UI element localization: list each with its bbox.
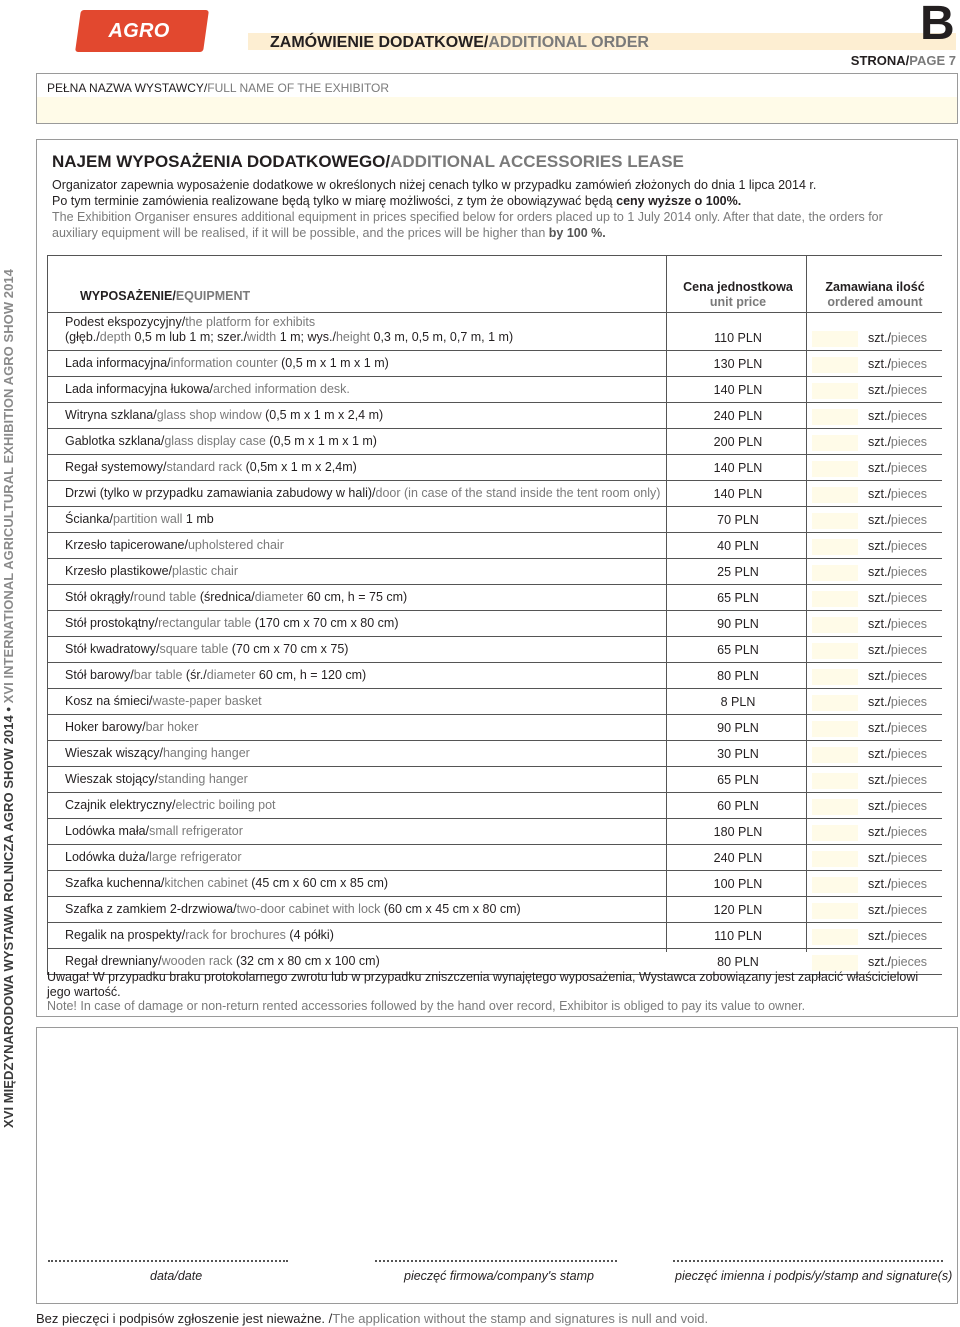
unit-label: szt./pieces bbox=[868, 851, 928, 865]
table-row bbox=[48, 741, 942, 767]
item-description: Stół kwadratowy/square table (70 cm x 70 cm x 75) bbox=[65, 642, 349, 656]
table-row bbox=[48, 611, 942, 637]
quantity-field[interactable] bbox=[812, 539, 858, 555]
quantity-field[interactable] bbox=[812, 851, 858, 867]
item-price: 65 PLN bbox=[717, 773, 759, 787]
damage-note-en: Note! In case of damage or non-return rented accessories followed by the hand over record, Exhibitor is obliged to pay its value to owner. bbox=[47, 999, 806, 1013]
unit-label: szt./pieces bbox=[868, 747, 928, 761]
unit-label: szt./pieces bbox=[868, 409, 928, 423]
item-description: Regał systemowy/standard rack (0,5m x 1 m x 2,4m) bbox=[65, 460, 357, 474]
table-row bbox=[48, 897, 942, 923]
quantity-field[interactable] bbox=[812, 773, 858, 789]
quantity-field[interactable] bbox=[812, 487, 858, 503]
table-header bbox=[48, 256, 942, 313]
quantity-field[interactable] bbox=[812, 643, 858, 659]
quantity-field[interactable] bbox=[812, 409, 858, 425]
table-body bbox=[48, 313, 942, 975]
exhibitor-name-label: PEŁNA NAZWA WYSTAWCY/FULL NAME OF THE EXHIBITOR bbox=[47, 81, 390, 95]
item-price: 240 PLN bbox=[713, 409, 763, 423]
table-row bbox=[48, 845, 942, 871]
unit-label: szt./pieces bbox=[868, 539, 928, 553]
item-description: Ścianka/partition wall 1 mb bbox=[65, 512, 214, 526]
unit-label: szt./pieces bbox=[868, 799, 928, 813]
unit-label: szt./pieces bbox=[868, 877, 928, 891]
table-row bbox=[48, 455, 942, 481]
item-description: Lada informacyjna/information counter (0,5 m x 1 m x 1 m) bbox=[65, 356, 389, 370]
exhibitor-name-section bbox=[36, 73, 958, 124]
unit-label: szt./pieces bbox=[868, 591, 928, 605]
unit-label: szt./pieces bbox=[868, 695, 928, 709]
quantity-field[interactable] bbox=[812, 929, 858, 945]
signature-line bbox=[673, 1252, 943, 1262]
item-price: 80 PLN bbox=[717, 955, 759, 969]
page-title: ZAMÓWIENIE DODATKOWE/ADDITIONAL ORDER bbox=[270, 34, 649, 51]
table-row bbox=[48, 871, 942, 897]
table-row bbox=[48, 559, 942, 585]
quantity-field[interactable] bbox=[812, 513, 858, 529]
signature-label: pieczęć imienna i podpis/y/stamp and signature(s) bbox=[675, 1269, 953, 1283]
item-description: Regał drewniany/wooden rack (32 cm x 80 cm x 100 cm) bbox=[65, 954, 380, 968]
item-price: 80 PLN bbox=[717, 669, 759, 683]
item-description: Lodówka mała/small refrigerator bbox=[65, 824, 243, 838]
section-title: NAJEM WYPOSAŻENIA DODATKOWEGO/ADDITIONAL ACCESSORIES LEASE bbox=[52, 152, 684, 171]
item-description: Lada informacyjna łukowa/arched information desk. bbox=[65, 382, 350, 396]
item-price: 200 PLN bbox=[713, 435, 763, 449]
table-row bbox=[48, 585, 942, 611]
item-price: 140 PLN bbox=[713, 461, 763, 475]
header-ordered-amount: Zamawiana ilość ordered amount bbox=[825, 280, 925, 309]
quantity-field[interactable] bbox=[812, 877, 858, 893]
table-row bbox=[48, 663, 942, 689]
item-price: 60 PLN bbox=[717, 799, 759, 813]
item-price: 140 PLN bbox=[713, 487, 763, 501]
qty-column-divider bbox=[806, 255, 807, 952]
quantity-field[interactable] bbox=[812, 669, 858, 685]
unit-label: szt./pieces bbox=[868, 825, 928, 839]
item-price: 110 PLN bbox=[714, 929, 762, 943]
quantity-field[interactable] bbox=[812, 591, 858, 607]
item-description: Hoker barowy/bar hoker bbox=[65, 720, 199, 734]
quantity-field[interactable] bbox=[812, 903, 858, 919]
table-row bbox=[48, 377, 942, 403]
item-description: Podest ekspozycyjny/the platform for exhibits (głęb./depth 0,5 m lub 1 m; szer./width 1 m; wys./height 0,3 m, 0,5 m, 0,7 m, 1 m) bbox=[65, 315, 514, 344]
intro-pl-line1: Organizator zapewnia wyposażenie dodatkowe w określonych niżej cenach tylko w przypadku zamówień złożonych do dnia 1 lipca 2014 r. bbox=[52, 178, 817, 192]
item-description: Stół prostokątny/rectangular table (170 cm x 70 cm x 80 cm) bbox=[65, 616, 399, 630]
item-description: Kosz na śmieci/waste-paper basket bbox=[65, 694, 262, 708]
unit-label: szt./pieces bbox=[868, 461, 928, 475]
signature-section bbox=[36, 1027, 958, 1304]
unit-label: szt./pieces bbox=[868, 929, 928, 943]
quantity-field[interactable] bbox=[812, 799, 858, 815]
unit-label: szt./pieces bbox=[868, 721, 928, 735]
date-line bbox=[48, 1252, 288, 1262]
item-description: Stół okrągły/round table (średnica/diameter 60 cm, h = 75 cm) bbox=[65, 590, 408, 604]
item-description: Wieszak wiszący/hanging hanger bbox=[65, 746, 250, 760]
item-price: 120 PLN bbox=[713, 903, 763, 917]
item-price: 100 PLN bbox=[713, 877, 763, 891]
item-description: Szafka z zamkiem 2-drzwiowa/two-door cabinet with lock (60 cm x 45 cm x 80 cm) bbox=[65, 902, 521, 916]
table-row bbox=[48, 819, 942, 845]
item-description: Witryna szklana/glass shop window (0,5 m x 1 m x 2,4 m) bbox=[65, 408, 384, 422]
table-row bbox=[48, 351, 942, 377]
form-letter: B bbox=[920, 0, 955, 50]
item-description: Szafka kuchenna/kitchen cabinet (45 cm x 60 cm x 85 cm) bbox=[65, 876, 389, 890]
side-banner-text: XVI MIĘDZYNARODOWA WYSTAWA ROLNICZA AGRO SHOW 2014 • XVI INTERNATIONAL AGRICULTURAL EXHIBITION AGRO SHOW 2014 bbox=[1, 269, 16, 1128]
item-price: 140 PLN bbox=[713, 383, 763, 397]
table-row bbox=[48, 481, 942, 507]
table-row bbox=[48, 689, 942, 715]
exhibitor-name-field[interactable] bbox=[37, 97, 957, 123]
table-row bbox=[48, 533, 942, 559]
table-row bbox=[48, 403, 942, 429]
table-row bbox=[48, 923, 942, 949]
table-row bbox=[48, 793, 942, 819]
stamp-label: pieczęć firmowa/company's stamp bbox=[404, 1269, 594, 1283]
item-price: 90 PLN bbox=[717, 721, 759, 735]
item-description: Regalik na prospekty/rack for brochures (4 półki) bbox=[65, 928, 334, 942]
item-price: 110 PLN bbox=[714, 331, 762, 345]
page-number: STRONA/PAGE 7 bbox=[850, 53, 956, 68]
table-row bbox=[48, 715, 942, 741]
equipment-table bbox=[47, 255, 942, 975]
unit-label: szt./pieces bbox=[868, 357, 928, 371]
item-description: Krzesło plastikowe/plastic chair bbox=[65, 564, 238, 578]
unit-label: szt./pieces bbox=[868, 513, 928, 527]
unit-label: szt./pieces bbox=[868, 773, 928, 787]
quantity-field[interactable] bbox=[812, 721, 858, 737]
unit-label: szt./pieces bbox=[868, 903, 928, 917]
item-price: 65 PLN bbox=[717, 591, 759, 605]
unit-label: szt./pieces bbox=[868, 331, 928, 345]
unit-label: szt./pieces bbox=[868, 565, 928, 579]
unit-label: szt./pieces bbox=[868, 955, 928, 969]
intro-pl-line2: Po tym terminie zamówienia realizowane będą tylko w miarę możliwości, z tym że obowiązywać będą ceny wyższe o 100%. bbox=[52, 194, 742, 208]
quantity-field[interactable] bbox=[812, 617, 858, 633]
quantity-field[interactable] bbox=[812, 565, 858, 581]
item-price: 40 PLN bbox=[717, 539, 759, 553]
item-price: 70 PLN bbox=[717, 513, 759, 527]
item-price: 240 PLN bbox=[713, 851, 763, 865]
unit-label: szt./pieces bbox=[868, 435, 928, 449]
quantity-field[interactable] bbox=[812, 747, 858, 763]
quantity-field[interactable] bbox=[812, 461, 858, 477]
item-price: 25 PLN bbox=[717, 565, 759, 579]
agro-show-logo: AGRO bbox=[75, 10, 209, 52]
item-description: Krzesło tapicerowane/upholstered chair bbox=[65, 538, 284, 552]
unit-label: szt./pieces bbox=[868, 643, 928, 657]
unit-label: szt./pieces bbox=[868, 487, 928, 501]
item-price: 180 PLN bbox=[713, 825, 763, 839]
date-label: data/date bbox=[150, 1269, 203, 1283]
unit-label: szt./pieces bbox=[868, 617, 928, 631]
table-row bbox=[48, 507, 942, 533]
unit-label: szt./pieces bbox=[868, 669, 928, 683]
item-price: 130 PLN bbox=[713, 357, 763, 371]
intro-en: The Exhibition Organiser ensures additional equipment in prices specified below for orders placed up to 1 July 2014 only. After that date, the orders for auxiliary equipment will be realised, if it will be possible, and the prices will be higher than by 100 %. bbox=[52, 210, 883, 240]
table-row bbox=[48, 429, 942, 455]
table-row bbox=[48, 313, 942, 351]
footer-note: Bez pieczęci i podpisów zgłoszenie jest nieważne. /The application without the stamp and signatures is null and void. bbox=[36, 1311, 709, 1326]
item-price: 65 PLN bbox=[717, 643, 759, 657]
unit-label: szt./pieces bbox=[868, 383, 928, 397]
quantity-field[interactable] bbox=[812, 383, 858, 399]
quantity-field[interactable] bbox=[812, 357, 858, 373]
header-unit-price: Cena jednostkowa unit price bbox=[683, 280, 793, 309]
damage-note-pl: Uwaga! W przypadku braku protokolarnego zwrotu lub w przypadku zniszczenia wynajętego wyposażenia, Wystawca zobowiązany jest zapłacić właścicielowi jego wartość. bbox=[47, 970, 919, 999]
table-row bbox=[48, 637, 942, 663]
item-price: 8 PLN bbox=[720, 695, 756, 709]
stamp-line bbox=[375, 1252, 617, 1262]
price-column-divider bbox=[666, 255, 667, 952]
item-price: 30 PLN bbox=[717, 747, 759, 761]
item-description: Drzwi (tylko w przypadku zamawiania zabudowy w hali)/door (in case of the stand inside the tent room only) bbox=[65, 486, 661, 500]
quantity-field[interactable] bbox=[812, 955, 858, 971]
item-description: Czajnik elektryczny/electric boiling pot bbox=[65, 798, 276, 812]
quantity-field[interactable] bbox=[812, 825, 858, 841]
quantity-field[interactable] bbox=[812, 331, 858, 347]
quantity-field[interactable] bbox=[812, 435, 858, 451]
item-description: Lodówka duża/large refrigerator bbox=[65, 850, 242, 864]
header-equipment: WYPOSAŻENIE/EQUIPMENT bbox=[80, 289, 251, 303]
item-price: 90 PLN bbox=[717, 617, 759, 631]
table-row bbox=[48, 767, 942, 793]
item-description: Gablotka szklana/glass display case (0,5 m x 1 m x 1 m) bbox=[65, 434, 377, 448]
quantity-field[interactable] bbox=[812, 695, 858, 711]
item-description: Stół barowy/bar table (śr./diameter 60 cm, h = 120 cm) bbox=[65, 668, 367, 682]
item-description: Wieszak stojący/standing hanger bbox=[65, 772, 248, 786]
